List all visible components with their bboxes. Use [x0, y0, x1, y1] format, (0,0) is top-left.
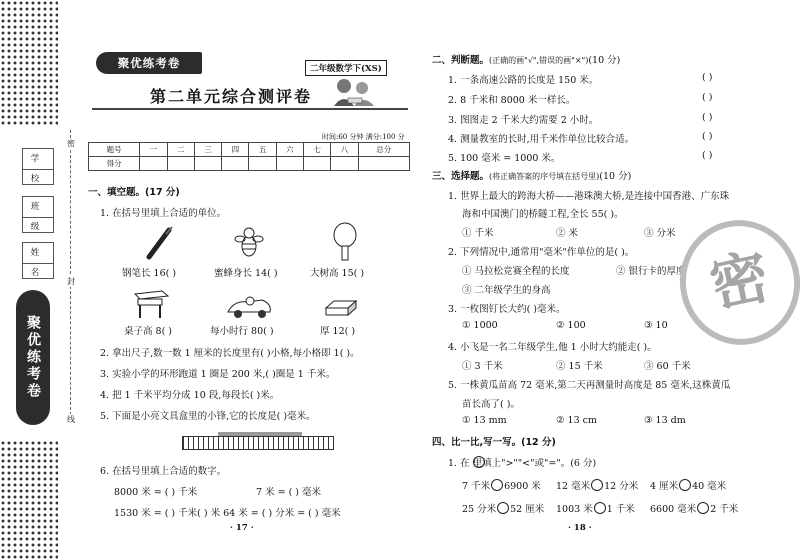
answer-blank[interactable]: ( ) [702, 92, 713, 103]
choice-5-line2: 苗长高了( )。 [462, 399, 520, 410]
children-reading-illustration [330, 76, 380, 108]
answer-blank[interactable]: ( ) [702, 72, 713, 83]
circle-blank-icon [473, 456, 485, 468]
compare-right: 52 厘米 [510, 504, 545, 515]
judge-item-3: 3. 图图走 2 千米大约需要 2 小时。 [448, 115, 599, 126]
section-4-title: 四、比一比,写一写。(12 分) [432, 437, 556, 448]
compare-5 [556, 501, 635, 515]
score-input-cell[interactable] [304, 157, 331, 171]
compare-2 [556, 478, 638, 492]
compare-left: 6600 毫米 [650, 504, 697, 515]
choice-1-line1: 1. 世界上最大的跨海大桥——港珠澳大桥,是连接中国香港、广东珠 [448, 191, 730, 202]
judge-item-1: 1. 一条高速公路的长度是 150 米。 [448, 75, 599, 86]
answer-blank[interactable]: ( ) [702, 150, 713, 161]
choice-2-opt-2: ② 银行卡的厚度 [616, 266, 686, 277]
score-table [88, 142, 410, 171]
choice-3-opt-1: ① 1000 [462, 320, 498, 331]
header-banner: 聚优练考卷 [96, 52, 202, 74]
score-cell: 题号 [89, 143, 140, 157]
cut-char-feng: 封 [67, 277, 75, 286]
compare-left: 1003 米 [556, 504, 593, 515]
tree-icon [332, 222, 358, 262]
score-input-cell[interactable] [194, 157, 221, 171]
score-cell: 三 [194, 143, 221, 157]
choice-5-opt-3: ③ 13 dm [644, 415, 686, 426]
compare-circle[interactable] [491, 479, 503, 491]
q6-row1-b: 7 米 = ( ) 毫米 [256, 487, 322, 498]
cut-line [70, 130, 71, 420]
judge-item-2: 2. 8 千米和 8000 米一样长。 [448, 95, 576, 106]
secret-stamp: 密 [668, 209, 800, 356]
question-1-4: 4. 把 1 千米平均分成 10 段,每段长( )米。 [100, 390, 280, 401]
compare-circle[interactable] [591, 479, 603, 491]
score-cell: 七 [304, 143, 331, 157]
choice-1-opt-3: ③ 分米 [644, 228, 676, 239]
choice-4-opt-3: ③ 60 千米 [644, 361, 691, 372]
choice-5-opt-2: ② 13 cm [556, 415, 597, 426]
page-title: 第二单元综合测评卷 [150, 87, 313, 106]
grade-tag: 二年级数学下(XS) [305, 60, 387, 76]
compare-right: 6900 米 [504, 481, 541, 492]
pen-icon [145, 225, 175, 260]
choice-1-line2: 海和中国澳门的桥隧工程,全长 55( )。 [462, 209, 624, 220]
score-table-header-row [89, 143, 410, 157]
section-3-points: (10 分) [599, 171, 632, 182]
vehicle-icon [226, 292, 274, 320]
choice-3-opt-3: ③ 10 [644, 320, 668, 331]
judge-item-4: 4. 测量教室的长时,用千米作单位比较合适。 [448, 134, 635, 145]
score-cell: 一 [140, 143, 167, 157]
bee-icon [232, 224, 266, 260]
choice-1-opt-2: ② 米 [556, 228, 579, 239]
section-1-title: 一、填空题。(17 分) [88, 187, 180, 198]
choice-2: 2. 下列情况中,通常用"毫米"作单位的是( )。 [448, 247, 635, 258]
compare-left: 12 毫米 [556, 481, 591, 492]
choice-5-opt-1: ① 13 mm [462, 415, 507, 426]
score-table-score-row [89, 157, 410, 171]
unit-item-bee: 蜜蜂身长 14( ) [214, 268, 278, 279]
question-1-1: 1. 在括号里填上合适的单位。 [100, 208, 227, 219]
section-2-hint: (正确的画"√",错误的画"×") [489, 56, 589, 65]
desk-icon [132, 288, 170, 320]
compare-1 [462, 478, 541, 492]
score-cell: 八 [331, 143, 358, 157]
score-cell: 五 [249, 143, 276, 157]
choice-2-opt-3: ③ 二年级学生的身高 [462, 285, 551, 296]
score-cell: 总分 [358, 143, 409, 157]
compare-6 [650, 501, 738, 515]
compare-4 [462, 501, 544, 515]
name-label: 姓 名 [22, 242, 54, 264]
name-field [22, 264, 54, 279]
compare-circle[interactable] [697, 502, 709, 514]
score-cell: 六 [276, 143, 303, 157]
choice-3: 3. 一枚图钉长大约( )毫米。 [448, 304, 566, 315]
compare-right: 1 千米 [606, 504, 635, 515]
unit-item-pen: 钢笔长 16( ) [122, 268, 177, 279]
page-number-right: · 18 · [568, 523, 592, 533]
class-label: 班 级 [22, 196, 54, 218]
cut-char-xian: 线 [67, 415, 75, 424]
compare-left: 7 千米 [462, 481, 491, 492]
title-underline [92, 108, 408, 110]
unit-item-desk: 桌子高 8( ) [124, 326, 172, 337]
choice-4: 4. 小飞是一名二年级学生,他 1 小时大约能走( )。 [448, 342, 657, 353]
score-cell: 二 [167, 143, 194, 157]
compare-left: 25 分米 [462, 504, 497, 515]
section-2-points: (10 分) [588, 55, 621, 66]
dot-pattern-bottom [0, 440, 58, 560]
q6-row2: 1530 米 = ( ) 千米( ) 米 64 米 = ( ) 分米 = ( ) 毫米 [114, 508, 341, 519]
compare-right: 2 千米 [710, 504, 739, 515]
score-input-cell[interactable] [222, 157, 249, 171]
unit-item-eraser: 厚 12( ) [320, 326, 356, 337]
compare-3 [650, 478, 726, 492]
compare-right: 12 分米 [604, 481, 639, 492]
compare-circle[interactable] [497, 502, 509, 514]
score-cell: 四 [222, 143, 249, 157]
compare-circle[interactable] [594, 502, 606, 514]
question-1-6: 6. 在括号里填上合适的数字。 [100, 466, 227, 477]
section-3-hint: (将正确答案的序号填在括号里) [489, 172, 600, 181]
question-4-1: 1. 在 里填上">""<"或"="。(6 分) [448, 458, 597, 469]
side-banner: 聚优练考卷 [16, 290, 50, 425]
school-label: 学 校 [22, 148, 54, 170]
choice-2-opt-1: ① 马拉松竞赛全程的长度 [462, 266, 570, 277]
page-number-left: · 17 · [230, 523, 254, 533]
compare-circle[interactable] [679, 479, 691, 491]
unit-item-tree: 大树高 15( ) [310, 268, 365, 279]
q6-row1-a: 8000 米 = ( ) 千米 [114, 487, 198, 498]
score-input-cell[interactable] [276, 157, 303, 171]
score-input-cell[interactable] [140, 157, 167, 171]
choice-4-opt-2: ② 15 千米 [556, 361, 603, 372]
question-1-2: 2. 拿出尺子,数一数 1 厘米的长度里有( )小格,每小格即 1( )。 [100, 348, 360, 359]
cut-char-mi: 密 [67, 139, 75, 148]
section-2-title [432, 52, 620, 66]
time-info: 时间:60 分钟 满分:100 分 [322, 133, 405, 141]
score-input-cell[interactable] [331, 157, 358, 171]
question-1-3: 3. 实验小学的环形跑道 1 圈是 200 米,( )圈是 1 千米。 [100, 369, 336, 380]
eraser-icon [324, 298, 358, 318]
section-3-label: 三、选择题。 [432, 171, 490, 182]
score-input-cell[interactable] [358, 157, 409, 171]
compare-left: 4 厘米 [650, 481, 679, 492]
score-cell: 得分 [89, 157, 140, 171]
compare-right: 40 毫米 [692, 481, 727, 492]
question-1-5: 5. 下面是小亮文具盒里的小锋,它的长度是( )毫米。 [100, 411, 316, 422]
choice-3-opt-2: ② 100 [556, 320, 586, 331]
answer-blank[interactable]: ( ) [702, 131, 713, 142]
choice-4-opt-1: ① 3 千米 [462, 361, 503, 372]
class-field [22, 218, 54, 233]
judge-item-5: 5. 100 毫米 = 1000 米。 [448, 153, 561, 164]
dot-pattern-top [0, 0, 58, 125]
unit-item-vehicle: 每小时行 80( ) [210, 326, 274, 337]
school-field [22, 170, 54, 185]
section-3-title [432, 168, 631, 182]
answer-blank[interactable]: ( ) [702, 112, 713, 123]
ruler-illustration [182, 436, 334, 450]
score-input-cell[interactable] [167, 157, 194, 171]
choice-5-line1: 5. 一株黄瓜苗高 72 毫米,第二天再测量时高度是 85 毫米,这株黄瓜 [448, 380, 731, 391]
section-2-label: 二、判断题。 [432, 55, 490, 66]
score-input-cell[interactable] [249, 157, 276, 171]
choice-1-opt-1: ① 千米 [462, 228, 494, 239]
